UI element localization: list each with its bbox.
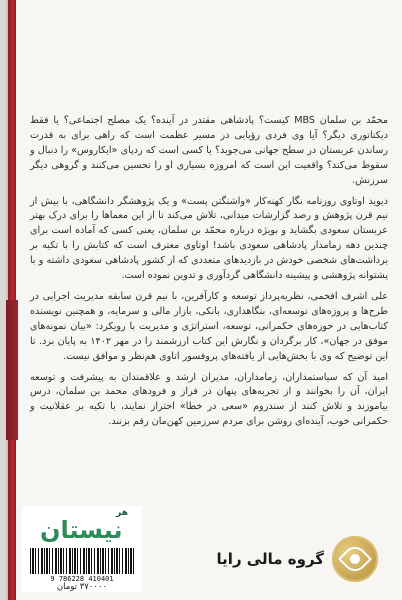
publisher-name: گروه مالی رایا (216, 550, 324, 568)
store-brand-name: نیستان (40, 516, 123, 544)
blurb-paragraph-1: محمّد بن سلمان MBS کیست؟ پادشاهی مقتدر در آینده؟ یک مصلح اجتماعی؟ یا فقط دیکتاتوری دیگر؟ آیا وی فردی رؤیایی در مسیر عظمت است که راهی برای به قدرت رساندن عربستان در سطح جهانی می‌جوید؟ یا کسی است که ردپای «ایکاروس» را دنبال و سقوط می‌کند؟ واقعیت این است که امروزه بسیاری او را تحسین می‌کنند و گروهی دیگر سرزنش. (30, 115, 389, 186)
cover-footer (6, 500, 402, 600)
barcode-icon (30, 548, 134, 574)
isbn-number: 9 786228 410401 (50, 575, 114, 583)
store-brand (26, 508, 138, 550)
store-brand-small: هر (116, 508, 128, 518)
blurb-text (30, 114, 388, 436)
book-back-cover (6, 0, 402, 600)
blurb-paragraph-4: امید آن که سیاستمداران، زمامداران، مدیران ارشد و علاقمندان به پیشرفت و توسعه ایران، آن را بخوانند و از تجربه‌های پنهان در فراز و فرودهای محمد بن سلمان، درس بیاموزند و تلاش کنند از سندروم «سعی در خطا» احتراز نمایند، با تکیه بر عقلانیت و حکمرانی خوب، آینده‌ای روشن برای مردم سرزمین کهن‌مان رقم بزنند. (30, 371, 388, 428)
flower-logo-icon (332, 536, 378, 582)
blurb-paragraph-2: دیوید اوتاوی روزنامه نگار کهنه‌کار «واشنگتن پست» و یک پژوهشگر دانشگاهی، با بیش از نیم قرن پژوهش و رصد گزارشات میدانی، تلاش می‌کند تا از این معماها را برای درک بهتر عربستان سعودی بگشاید و بویژه درباره محمّد بن سلمان، یعنی کسی که آماده است برای چندین دهه زمامدار پادشاهی سعودی باشد! اوتاوی معترف است که کتابش را با تکیه بر برداشت‌های شخصی خودش در بازدیدهای متعددی که از کشور پادشاهی سعودی داشته و با پشتوانه پژوهشی و پیشینه دانشگاهی گردآوری و تدوین نموده است. (30, 195, 388, 282)
blurb-paragraph-3: علی اشرف افخمی، نظریه‌پرداز توسعه و کارآفرین، با نیم قرن سابقه مدیریت اجرایی در طرح‌ها و پروژه‌های توسعه‌ای، بنگاهداری، بانکی، بازار مالی و سرمایه، و همچنین نویسنده کتاب‌هایی در حوزه‌های حکمرانی، توسعه، استراتژی و مدیریت با رویکرد: «بیان نمونه‌های موفق در جهان»، کار برگردان و نگارش این کتاب ارزشمند را در مهر ۱۴۰۲ به پایان برد. تا این توضیح که وی با بخش‌هایی از یافته‌های پروفسور اتاوی هم‌نظر و موافق نیست. (30, 290, 388, 362)
price-label: ۳۷۰۰۰۰ تومان (56, 582, 108, 592)
publisher-mark (217, 536, 378, 582)
barcode-sticker (22, 506, 142, 592)
stripe-notch (6, 300, 18, 440)
